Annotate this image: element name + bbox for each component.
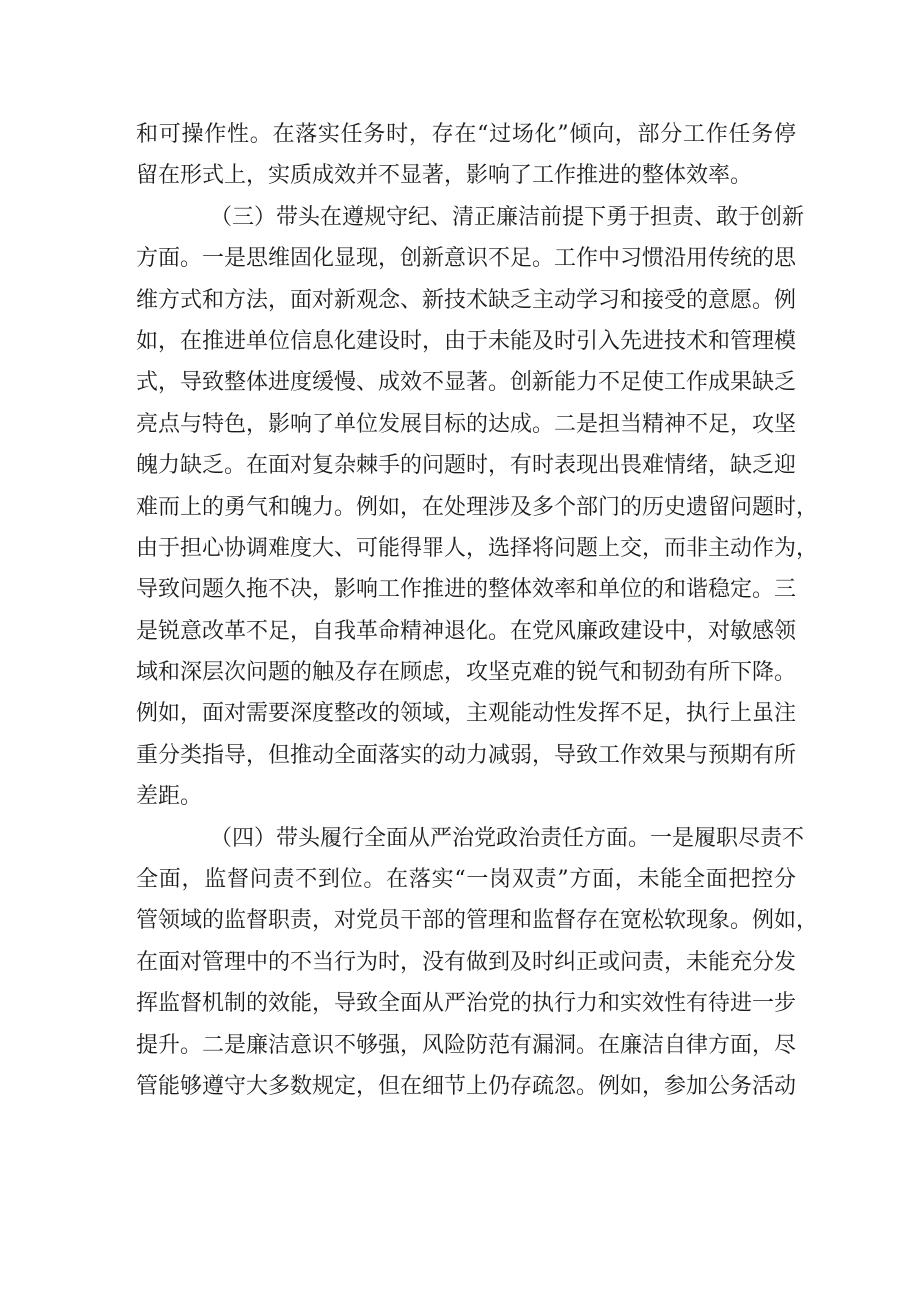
text-line: 例如，面对需要深度整改的领域，主观能动性发挥不足，执行上虽注 [136,701,797,727]
text-line: 维方式和方法，面对新观念、新技术缺乏主动学习和接受的意愿。例 [136,287,797,313]
text-line: 管能够遵守大多数规定，但在细节上仍存疏忽。例如，参加公务活动 [136,1073,797,1099]
text-line: 和可操作性。在落实任务时，存在“过场化”倾向，部分工作任务停 [136,122,796,147]
text-line: 在面对管理中的不当行为时，没有做到及时纠正或问责，未能充分发 [136,949,797,975]
text-line: 全面，监督问责不到位。在落实“一岗双责”方面，未能全面把控分 [136,867,796,893]
text-line: 式，导致整体进度缓慢、成效不显著。创新能力不足使工作成果缺乏 [136,370,797,396]
text-line: 导致问题久拖不决，影响工作推进的整体效率和单位的和谐稳定。三 [136,577,797,603]
body-text [136,114,819,1107]
text-line: 如，在推进单位信息化建设时，由于未能及时引入先进技术和管理模 [136,328,797,354]
text-line: 留在形式上，实质成效并不显著，影响了工作推进的整体效率。 [136,163,753,189]
paragraph-heading-line: （四）带头履行全面从严治党政治责任方面。一是履职尽责不 [210,825,805,851]
text-line: 方面。一是思维固化显现，创新意识不足。工作中习惯沿用传统的思 [136,246,797,272]
text-line: 难而上的勇气和魄力。例如，在处理涉及多个部门的历史遗留问题时， [136,494,819,520]
text-line: 是锐意改革不足，自我革命精神退化。在党风廉政建设中，对敏感领 [136,618,797,644]
text-line: 域和深层次问题的触及存在顾虑，攻坚克难的锐气和韧劲有所下降。 [136,660,797,686]
text-line: 挥监督机制的效能，导致全面从严治党的执行力和实效性有待进一步 [136,991,797,1017]
text-line: 重分类指导，但推动全面落实的动力减弱，导致工作效果与预期有所 [136,742,797,768]
text-line: 差距。 [136,784,203,810]
paragraph-heading-line: （三）带头在遵规守纪、清正廉洁前提下勇于担责、敢于创新 [210,204,805,230]
text-line: 提升。二是廉洁意识不够强，风险防范有漏洞。在廉洁自律方面，尽 [136,1032,797,1058]
text-line: 由于担心协调难度大、可能得罪人，选择将问题上交，而非主动作为， [136,535,819,561]
text-line: 管领域的监督职责，对党员干部的管理和监督存在宽松软现象。例如， [136,908,819,934]
text-line: 亮点与特色，影响了单位发展目标的达成。二是担当精神不足，攻坚 [136,411,797,437]
text-line: 魄力缺乏。在面对复杂棘手的问题时，有时表现出畏难情绪，缺乏迎 [136,453,797,479]
